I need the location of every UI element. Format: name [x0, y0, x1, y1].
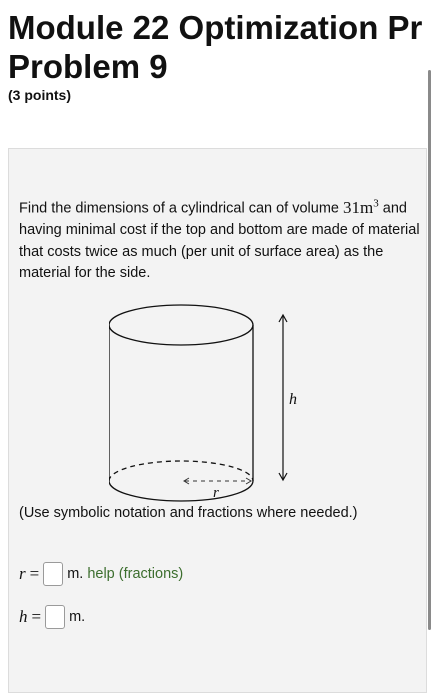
var-r: r — [19, 564, 26, 583]
volume-exponent: 3 — [373, 197, 379, 209]
cylinder-bottom-back-arc — [109, 461, 253, 481]
prompt-text-after: and having minimal cost if the top and bottom are made of material that costs twice as much (per unit of surface area) as the material for the side. — [19, 200, 420, 282]
radius-arrowhead-right — [246, 478, 251, 484]
height-label: h — [289, 391, 297, 408]
answer-row-h — [19, 604, 85, 630]
equals-sign: = — [29, 564, 40, 583]
cylinder-top-ellipse — [109, 305, 253, 345]
title-line-1: Module 22 Optimization Pr — [8, 9, 423, 46]
unit-label: m. — [67, 566, 84, 582]
radius-label: r — [213, 485, 219, 501]
problem-panel — [8, 148, 427, 693]
r-answer-input[interactable] — [43, 562, 63, 586]
cylinder-bottom-front-arc — [109, 481, 253, 501]
unit-label: m. — [69, 609, 86, 625]
h-answer-input[interactable] — [45, 605, 65, 629]
title-line-2: Problem 9 — [8, 48, 168, 85]
problem-statement — [19, 193, 421, 285]
equals-sign: = — [31, 607, 42, 626]
points-label: (3 points) — [8, 87, 71, 103]
cylinder-diagram — [109, 304, 319, 509]
page-title — [8, 8, 422, 86]
volume-value: 31 — [343, 197, 360, 217]
scrollbar[interactable] — [428, 70, 431, 630]
volume-unit: m — [360, 197, 374, 217]
var-h: h — [19, 607, 28, 626]
help-fractions-link[interactable]: help (fractions) — [87, 566, 184, 582]
answer-row-r — [19, 561, 183, 587]
volume-expression — [343, 198, 379, 217]
instruction-note: (Use symbolic notation and fractions where needed.) — [19, 505, 358, 521]
prompt-text-before: Find the dimensions of a cylindrical can of volume — [19, 200, 343, 217]
